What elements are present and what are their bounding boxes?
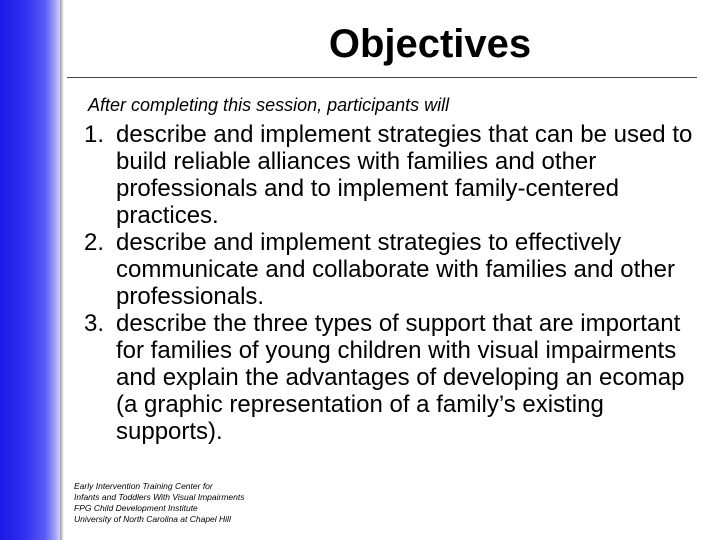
footer-line: FPG Child Development Institute bbox=[74, 503, 198, 513]
objectives-list bbox=[84, 121, 710, 445]
objective-number: 2. bbox=[84, 229, 105, 256]
title-divider bbox=[67, 77, 697, 78]
objective-text: describe and implement strategies to effectively communicate and collaborate with families and other professionals. bbox=[116, 229, 675, 310]
intro-text: After completing this session, participants will bbox=[88, 95, 450, 115]
objective-number: 3. bbox=[84, 310, 105, 337]
footer-credits bbox=[74, 481, 244, 525]
blue-side-bar bbox=[0, 0, 60, 540]
footer-line: Early Intervention Training Center for bbox=[74, 481, 213, 491]
slide-title: Objectives bbox=[328, 22, 532, 66]
objective-text: describe the three types of support that are important for families of young children with visual impairments and explain the advantages of developing an ecomap (a graphic representation of a family’s existing supports). bbox=[116, 310, 685, 445]
footer-line: University of North Carolina at Chapel Hill bbox=[74, 514, 231, 524]
objective-item bbox=[84, 121, 710, 229]
objective-item bbox=[84, 229, 710, 310]
objective-number: 1. bbox=[84, 121, 105, 148]
objective-item bbox=[84, 310, 710, 445]
objective-text: describe and implement strategies that can be used to build reliable alliances with families and other professionals and to implement family-centered practices. bbox=[116, 121, 693, 229]
footer-line: Infants and Toddlers With Visual Impairments bbox=[74, 492, 245, 502]
